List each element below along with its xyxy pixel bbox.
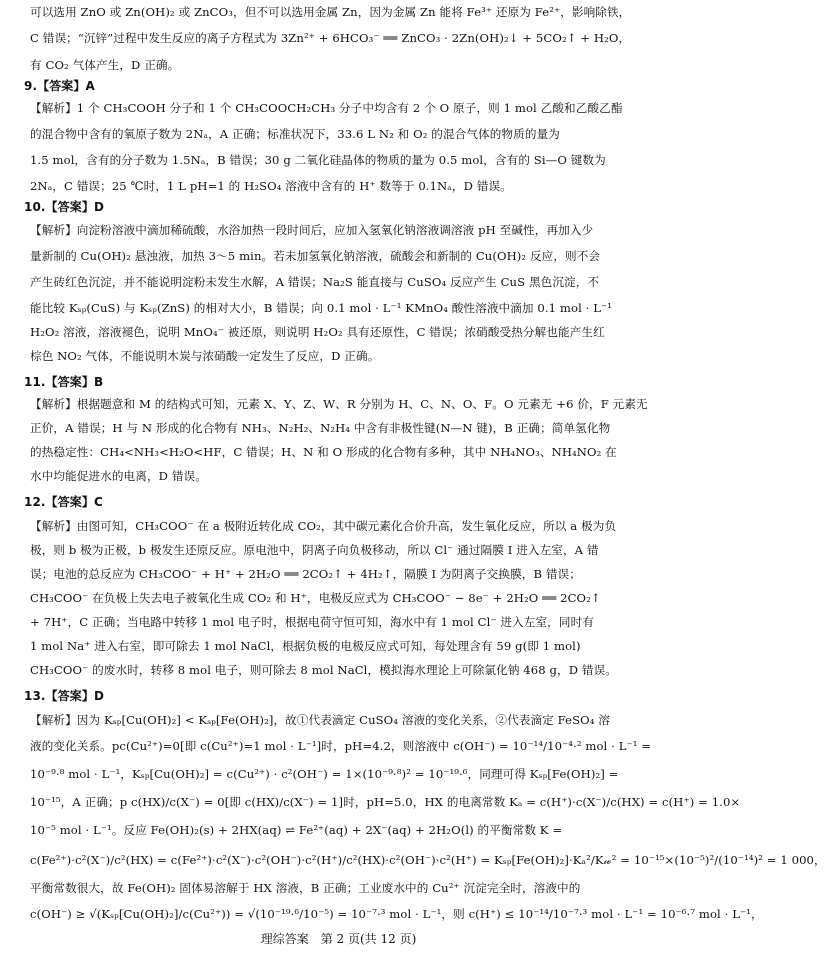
text-line: 10⁻¹⁵，A 正确；p c(HX)/c(X⁻) = 0[即 c(HX)/c(X⁻) = 1]时，pH=5.0，HX 的电离常数 Kₐ = c(H⁺)·c(X⁻)/c(HX) = c(H⁺) = 1.0× (30, 795, 741, 809)
text-line: 的混合物中含有的氧原子数为 2Nₐ，A 正确；标准状况下，33.6 L N₂ 和 O₂ 的混合气体的物质的量为 (30, 127, 560, 141)
text-line: 液的变化关系。pc(Cu²⁺)=0[即 c(Cu²⁺)=1 mol · L⁻¹]时，pH=4.2，则溶液中 c(OH⁻) = 10⁻¹⁴/10⁻⁴·² mol · L⁻¹ = (30, 739, 652, 753)
text-line: 【解析】根据题意和 M 的结构式可知，元素 X、Y、Z、W、R 分别为 H、C、N、O、F。O 元素无 +6 价，F 元素无 (30, 397, 648, 411)
text-line: 1.5 mol，含有的分子数为 1.5Nₐ，B 错误；30 g 二氧化硅晶体的物质的量为 0.5 mol，含有的 Si—O 键数为 (30, 153, 606, 167)
answer-heading: 12.【答案】C (24, 495, 103, 509)
answer-heading: 10.【答案】D (24, 200, 105, 214)
text-line: + 7H⁺，C 正确；当电路中转移 1 mol 电子时，根据电荷守恒可知，海水中有 1 mol Cl⁻ 进入左室，同时有 (30, 615, 594, 629)
text-line: 10⁻⁹·⁸ mol · L⁻¹，Kₛₚ[Cu(OH)₂] = c(Cu²⁺) · c²(OH⁻) = 1×(10⁻⁹·⁸)² = 10⁻¹⁹·⁶，同理可得 Kₛₚ[Fe(OH)₂] = (30, 767, 619, 781)
text-line: 平衡常数很大，故 Fe(OH)₂ 固体易溶解于 HX 溶液，B 正确；工业废水中的 Cu²⁺ 沉淀完全时，溶液中的 (30, 881, 581, 895)
text-line: 的热稳定性：CH₄<NH₃<H₂O<HF，C 错误；H、N 和 O 形成的化合物有多种，其中 NH₄NO₃、NH₄NO₂ 在 (30, 445, 617, 459)
text-line: 棕色 NO₂ 气体，不能说明木炭与浓硝酸一定发生了反应，D 正确。 (30, 349, 380, 363)
text-line: 量新制的 Cu(OH)₂ 悬浊液，加热 3～5 min。若未加氢氧化钠溶液，硫酸会和新制的 Cu(OH)₂ 反应，则不会 (30, 249, 601, 263)
text-line: 有 CO₂ 气体产生，D 正确。 (30, 58, 180, 72)
text-line: 极，则 b 极为正极，b 极发生还原反应。原电池中，阴离子向负极移动，所以 Cl⁻ 通过隔膜 Ⅰ 进入左室，A 错 (30, 543, 599, 557)
text-line: 2Nₐ，C 错误；25 ℃时，1 L pH=1 的 H₂SO₄ 溶液中含有的 H⁺ 数等于 0.1Nₐ，D 错误。 (30, 179, 512, 193)
text-line: c(Fe²⁺)·c²(X⁻)/c²(HX) = c(Fe²⁺)·c²(X⁻)·c²(OH⁻)·c²(H⁺)/c²(HX)·c²(OH⁻)·c²(H⁺) = Kₛₚ[Fe(OH)₂]·Kₐ²/K𝓌² = 10⁻¹⁵×(10⁻⁵)²/(10⁻¹⁴)² = 1 000， (30, 853, 826, 867)
text-line: 【解析】由图可知，CH₃COO⁻ 在 a 极附近转化成 CO₂，其中碳元素化合价升高，发生氧化反应，所以 a 极为负 (30, 519, 617, 533)
text-line: CH₃COO⁻ 在负极上失去电子被氧化生成 CO₂ 和 H⁺，电极反应式为 CH₃COO⁻ − 8e⁻ + 2H₂O ══ 2CO₂↑ (30, 591, 601, 605)
answer-heading: 9.【答案】A (24, 79, 95, 93)
page-footer: 理综答案 第 2 页(共 12 页) (260, 932, 417, 946)
text-line: C 错误；“沉锌”过程中发生反应的离子方程式为 3Zn²⁺ + 6HCO₃⁻ ══ ZnCO₃ · 2Zn(OH)₂↓ + 5CO₂↑ + H₂O， (30, 31, 631, 45)
text-line: 【解析】1 个 CH₃COOH 分子和 1 个 CH₃COOCH₂CH₃ 分子中均含有 2 个 O 原子，则 1 mol 乙酸和乙酸乙酯 (30, 101, 623, 115)
text-line: 能比较 Kₛₚ(CuS) 与 Kₛₚ(ZnS) 的相对大小，B 错误；向 0.1 mol · L⁻¹ KMnO₄ 酸性溶液中滴加 0.1 mol · L⁻¹ (30, 301, 613, 315)
text-line: 可以选用 ZnO 或 Zn(OH)₂ 或 ZnCO₃，但不可以选用金属 Zn，因为金属 Zn 能将 Fe³⁺ 还原为 Fe²⁺，影响除铁， (30, 5, 631, 19)
text-line: 【解析】因为 Kₛₚ[Cu(OH)₂] < Kₛₚ[Fe(OH)₂]，故①代表滴定 CuSO₄ 溶液的变化关系，②代表滴定 FeSO₄ 溶 (30, 713, 610, 727)
text-line: CH₃COO⁻ 的废水时，转移 8 mol 电子，则可除去 8 mol NaCl，模拟海水理论上可除氯化钠 468 g，D 错误。 (30, 663, 617, 677)
text-line: c(OH⁻) ≥ √(Kₛₚ[Cu(OH)₂]/c(Cu²⁺)) = √(10⁻¹⁹·⁶/10⁻⁵) = 10⁻⁷·³ mol · L⁻¹，则 c(H⁺) ≤ 10⁻¹⁴/10⁻⁷·³ mol · L⁻¹ = 10⁻⁶·⁷ mol · L⁻¹， (30, 907, 763, 921)
text-line: 误；电池的总反应为 CH₃COO⁻ + H⁺ + 2H₂O ══ 2CO₂↑ + 4H₂↑，隔膜 Ⅰ 为阴离子交换膜，B 错误； (30, 567, 581, 581)
text-line: 【解析】向淀粉溶液中滴加稀硫酸，水浴加热一段时间后，应加入氢氧化钠溶液调溶液 pH 至碱性，再加入少 (30, 223, 594, 237)
text-line: 正价，A 错误；H 与 N 形成的化合物有 NH₃、N₂H₂、N₂H₄ 中含有非极性键(N—N 键)，B 正确；简单氢化物 (30, 421, 611, 435)
text-line: 1 mol Na⁺ 进入右室，即可除去 1 mol NaCl，根据负极的电极反应式可知，每处理含有 59 g(即 1 mol) (30, 639, 581, 653)
text-line: 水中均能促进水的电离，D 错误。 (30, 469, 207, 483)
answer-heading: 13.【答案】D (24, 689, 105, 703)
text-line: 10⁻⁵ mol · L⁻¹。反应 Fe(OH)₂(s) + 2HX(aq) ⇌ Fe²⁺(aq) + 2X⁻(aq) + 2H₂O(l) 的平衡常数 K = (30, 823, 563, 837)
text-line: H₂O₂ 溶液，溶液褪色，说明 MnO₄⁻ 被还原，则说明 H₂O₂ 具有还原性，C 错误；浓硝酸受热分解也能产生红 (30, 325, 605, 339)
text-line: 产生砖红色沉淀，并不能说明淀粉未发生水解，A 错误；Na₂S 能直接与 CuSO₄ 反应产生 CuS 黑色沉淀，不 (30, 275, 600, 289)
answer-heading: 11.【答案】B (24, 375, 104, 389)
